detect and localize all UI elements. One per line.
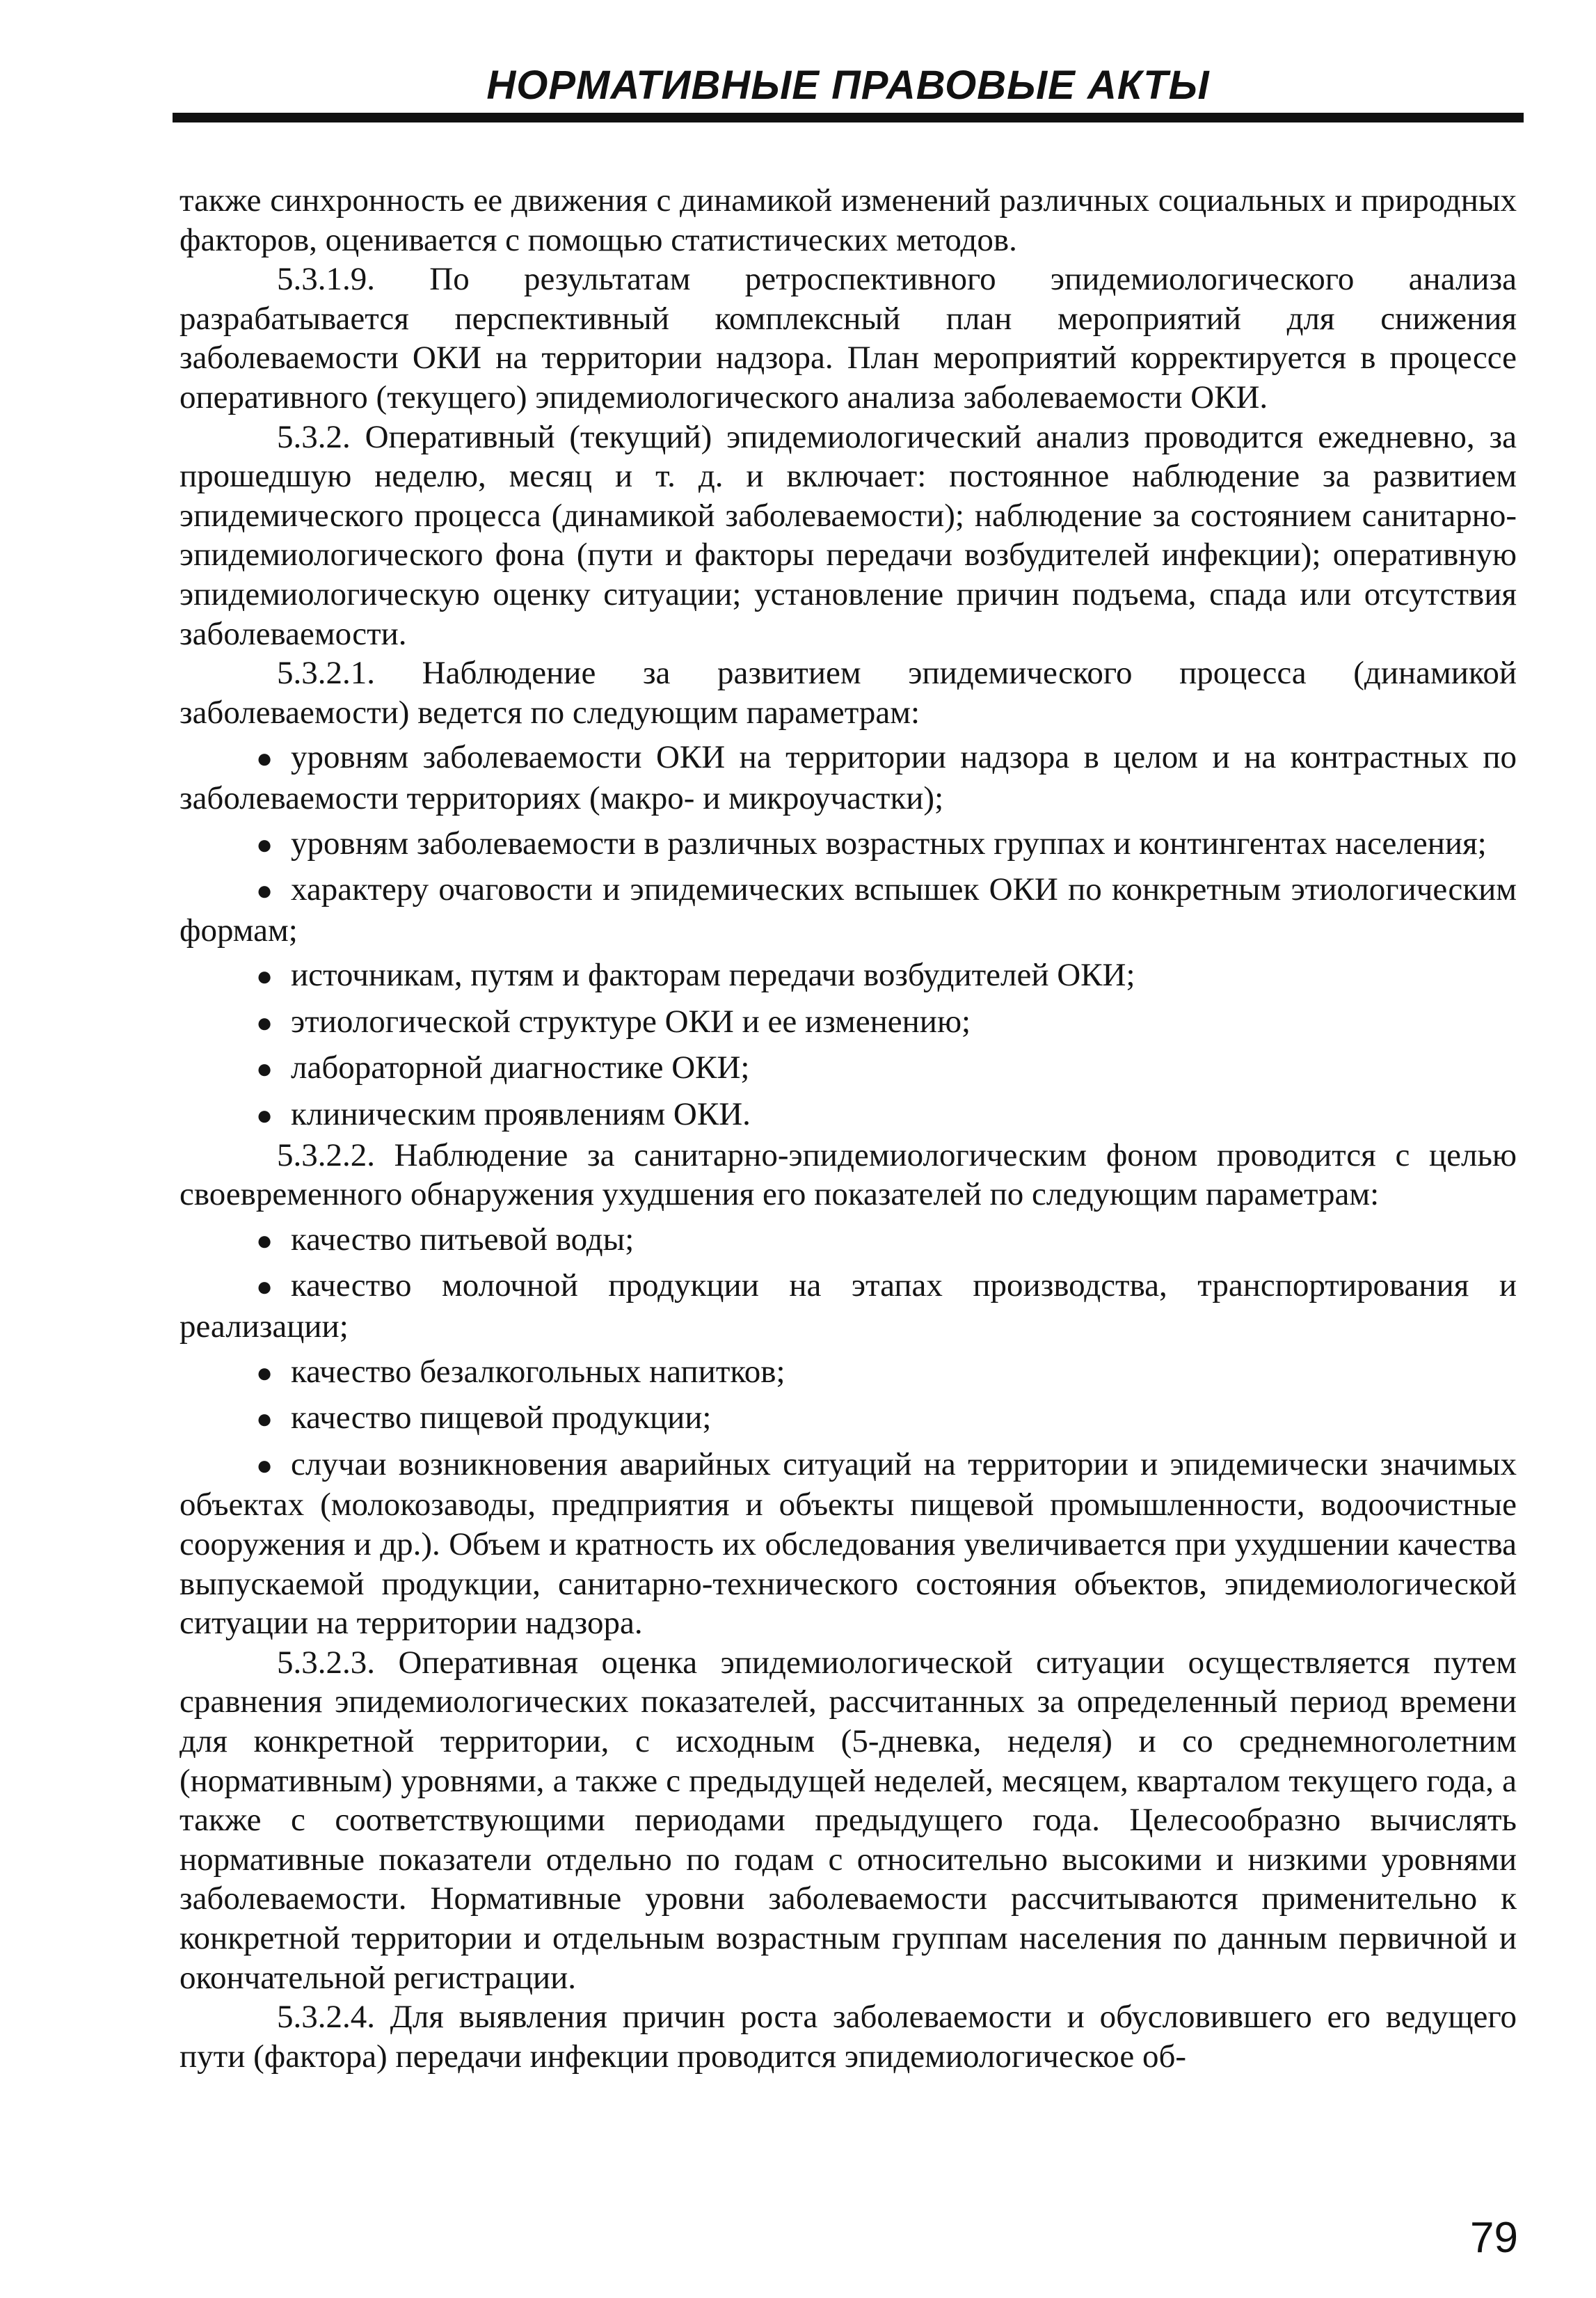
list-item-text: уровням заболеваемости в различных возрастных группах и контингентах населения; <box>291 825 1487 862</box>
list-item-text: характеру очаговости и эпидемических вспышек ОКИ по конкретным этиологическим формам; <box>179 871 1517 949</box>
bullet-icon: ● <box>256 875 273 907</box>
list-item-text: качество безалкогольных напитков; <box>291 1353 785 1390</box>
list-item <box>179 1266 1517 1346</box>
list-item <box>179 1398 1517 1439</box>
paragraph: 5.3.2.4. Для выявления причин роста заболеваемости и обусловившего его ведущего пути (фактора) передачи инфекции проводится эпидемиологическое об- <box>179 1999 1517 2075</box>
bullet-icon: ● <box>256 1053 273 1085</box>
list-item-text: клиническим проявлениям ОКИ. <box>291 1096 751 1133</box>
bullet-icon: ● <box>256 743 273 775</box>
list-item-text: источникам, путям и факторам передачи возбудителей ОКИ; <box>291 957 1135 994</box>
bullet-icon: ● <box>256 1224 273 1256</box>
list-item <box>179 738 1517 818</box>
list-item-text: качество пищевой продукции; <box>291 1400 712 1436</box>
paragraph: 5.3.1.9. По результатам ретроспективного эпидемиологического анализа разрабатывается перспективный комплексный план мероприятий для снижения заболеваемости ОКИ на территории надзора. План мероприятий корректируется в процессе оперативного (текущего) эпидемиологического анализа заболеваемости ОКИ. <box>179 261 1517 415</box>
page-number: 79 <box>1470 2214 1518 2262</box>
bullet-icon: ● <box>256 1356 273 1388</box>
bullet-icon: ● <box>256 1449 273 1481</box>
paragraph: 5.3.2. Оперативный (текущий) эпидемиологический анализ проводится ежедневно, за прошедшую неделю, месяц и т. д. и включает: постоянное наблюдение за развитием эпидемического процесса (динамикой заболеваемости); наблюдение за состоянием санитарно-эпидемиологического фона (пути и факторы передачи возбудителей инфекции); оперативную эпидемиологическую оценку ситуации; установление причин подъема, спада или отсутствия заболеваемости. <box>179 418 1517 652</box>
list-item <box>179 1002 1517 1043</box>
bullet-icon: ● <box>256 1403 273 1435</box>
paragraph: 5.3.2.3. Оперативная оценка эпидемиологической ситуации осуществляется путем сравнения эпидемиологических показателей, рассчитанных за определенный период времени для конкретной территории, с исходным (5-дневка, неделя) и со среднемноголетним (нормативным) уровнями, а также с предыдущей неделей, месяцем, кварталом текущего года, а также с соответствующими периодами предыдущего года. Целесообразно вычислять нормативные показатели отдельно по годам с относительно высокими и низкими уровнями заболеваемости. Нормативные уровни заболеваемости рассчитываются применительно к конкретной территории и отдельным возрастным группам населения по данным первичной и окончательной регистрации. <box>179 1644 1517 1996</box>
paragraph: 5.3.2.1. Наблюдение за развитием эпидемического процесса (динамикой заболеваемости) ведется по следующим параметрам: <box>179 655 1517 731</box>
bullet-icon: ● <box>256 828 273 860</box>
list-item <box>179 870 1517 950</box>
list-item <box>179 1095 1517 1136</box>
list-item-text: качество питьевой воды; <box>291 1221 635 1258</box>
list-item <box>179 956 1517 997</box>
bullet-icon: ● <box>256 1006 273 1038</box>
list-item <box>179 1352 1517 1393</box>
list-item <box>179 1445 1517 1643</box>
list-item <box>179 824 1517 865</box>
list-item-text: уровням заболеваемости ОКИ на территории надзора в целом и на контрастных по заболеваемости территориях (макро- и микроучастки); <box>179 739 1517 816</box>
header-divider <box>173 113 1524 122</box>
bullet-icon: ● <box>256 1271 273 1303</box>
list-item-text: качество молочной продукции на этапах производства, транспортирования и реализации; <box>179 1267 1517 1345</box>
bullet-icon: ● <box>256 960 273 992</box>
page-content <box>179 181 1517 2076</box>
page-header <box>173 61 1524 122</box>
list-item <box>179 1048 1517 1089</box>
list-item-text: этиологической структуре ОКИ и ее изменению; <box>291 1003 971 1040</box>
bullet-icon: ● <box>256 1100 273 1132</box>
section-title: НОРМАТИВНЫЕ ПРАВОВЫЕ АКТЫ <box>486 63 1210 108</box>
list-item <box>179 1220 1517 1261</box>
paragraph: также синхронность ее движения с динамикой изменений различных социальных и природных факторов, оценивается с помощью статистических методов. <box>179 182 1517 258</box>
list-item-text: случаи возникновения аварийных ситуаций на территории и эпидемически значимых объектах (молокозаводы, предприятия и объекты пищевой промышленности, водоочистные сооружения и др.). Объем и кратность их обследования увеличивается при ухудшении качества выпускаемой продукции, санитарно-технического состояния объектов, эпидемиологической ситуации на территории надзора. <box>179 1445 1517 1642</box>
list-item-text: лабораторной диагностике ОКИ; <box>291 1049 750 1086</box>
paragraph: 5.3.2.2. Наблюдение за санитарно-эпидемиологическим фоном проводится с целью своевременного обнаружения ухудшения его показателей по следующим параметрам: <box>179 1136 1517 1213</box>
